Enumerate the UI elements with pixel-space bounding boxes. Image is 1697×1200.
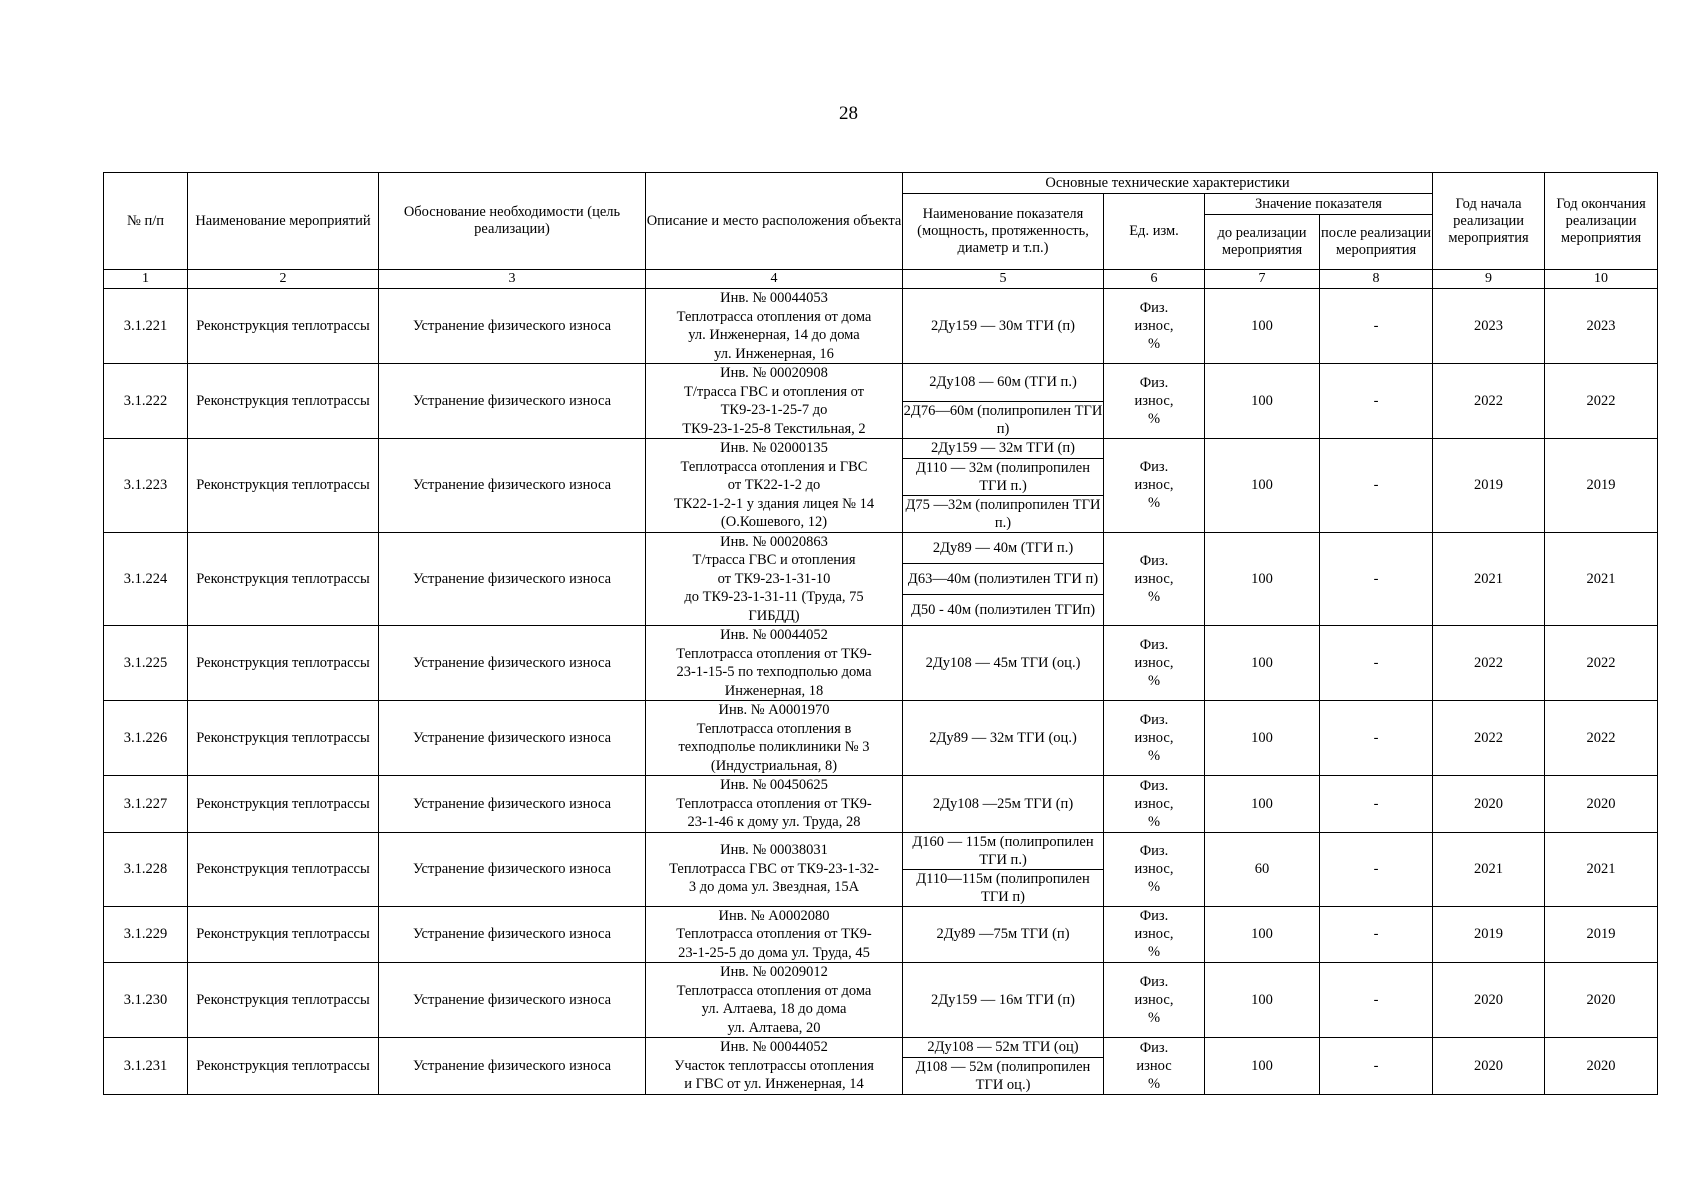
value-before: 100 (1205, 364, 1320, 439)
header-num: № п/п (104, 173, 188, 270)
measure-reason: Устранение физического износа (379, 626, 646, 701)
description-line: Инв. № 02000135 (720, 440, 828, 456)
parameter-item: Д108 — 52м (полипропилен ТГИ оц.) (903, 1057, 1103, 1094)
unit-cell (1104, 963, 1205, 1038)
header-description: Описание и место расположения объекта (646, 173, 903, 270)
column-number: 6 (1104, 270, 1205, 289)
start-year: 2021 (1433, 832, 1545, 906)
unit-line: Физ. (1139, 777, 1169, 794)
description-line: Инв. № 00020908 (720, 365, 828, 381)
row-number: 3.1.225 (104, 626, 188, 701)
description-line: Инв. № 00450625 (720, 777, 828, 793)
start-year: 2019 (1433, 906, 1545, 963)
measure-name: Реконструкция теплотрассы (188, 364, 379, 439)
description-line: ул. Алтаева, 20 (727, 1019, 821, 1036)
value-before: 100 (1205, 626, 1320, 701)
measure-name: Реконструкция теплотрассы (188, 906, 379, 963)
unit-line: износ, (1134, 655, 1174, 671)
description-line: Инв. № 00044052 (720, 627, 828, 643)
description-line: ТК9-23-1-25-7 до (720, 402, 828, 418)
parameter-item: Д110—115м (полипропилен ТГИ п) (903, 869, 1103, 906)
description-line: Т/трасса ГВС и отопления от (683, 383, 865, 400)
table-row (104, 1038, 1658, 1095)
parameter-list (903, 317, 1103, 335)
parameter-cell (903, 532, 1104, 626)
unit-line: износ, (1134, 477, 1174, 494)
row-number: 3.1.228 (104, 832, 188, 906)
value-after: - (1320, 906, 1433, 963)
parameter-item: 2Ду108 — 52м ТГИ (оц) (927, 1039, 1079, 1056)
parameter-list (903, 729, 1103, 747)
object-description (646, 626, 903, 701)
unit-line: % (1147, 336, 1161, 352)
value-after: - (1320, 776, 1433, 833)
unit-line: износ, (1134, 795, 1174, 812)
start-year: 2019 (1433, 439, 1545, 533)
unit-line: износ, (1134, 570, 1174, 587)
description-line: ТК9-23-1-25-8 Текстильная, 2 (682, 420, 866, 437)
header-reason: Обоснование необходимости (цель реализации) (379, 173, 646, 270)
description-line: Инв. № А0001970 (718, 702, 830, 718)
row-number: 3.1.229 (104, 906, 188, 963)
unit-cell (1104, 776, 1205, 833)
parameter-list (903, 795, 1103, 813)
description-line: 23-1-46 к дому ул. Труда, 28 (687, 814, 861, 830)
measure-name: Реконструкция теплотрассы (188, 532, 379, 626)
end-year: 2019 (1545, 906, 1658, 963)
start-year: 2020 (1433, 1038, 1545, 1095)
measure-name: Реконструкция теплотрассы (188, 832, 379, 906)
value-before: 100 (1205, 963, 1320, 1038)
unit-line: Физ. (1139, 375, 1169, 391)
parameter-item: Д50 - 40м (полиэтилен ТГИп) (903, 594, 1103, 625)
end-year: 2021 (1545, 832, 1658, 906)
row-number: 3.1.222 (104, 364, 188, 439)
parameter-list (903, 991, 1103, 1009)
parameter-list (903, 439, 1103, 532)
value-before: 100 (1205, 289, 1320, 364)
description-line: Теплотрасса отопления от ТК9- (676, 926, 872, 942)
unit-line: износ, (1134, 992, 1174, 1008)
table-row (104, 289, 1658, 364)
description-line: до ТК9-23-1-31-11 (Труда, 75 (684, 589, 864, 605)
value-after: - (1320, 439, 1433, 533)
object-description (646, 963, 903, 1038)
unit-line: % (1147, 1075, 1161, 1092)
object-description (646, 832, 903, 906)
parameter-list (903, 533, 1103, 626)
measure-name: Реконструкция теплотрассы (188, 1038, 379, 1095)
unit-line: износ (1136, 1057, 1172, 1074)
measure-reason: Устранение физического износа (379, 1038, 646, 1095)
parameter-cell (903, 364, 1104, 439)
description-line: ул. Инженерная, 16 (714, 345, 834, 362)
unit-line: износ, (1134, 861, 1174, 877)
value-before: 60 (1205, 832, 1320, 906)
end-year: 2020 (1545, 776, 1658, 833)
column-number: 1 (104, 270, 188, 289)
parameter-item: 2Ду159 — 30м ТГИ (п) (931, 318, 1075, 334)
measure-reason: Устранение физического износа (379, 364, 646, 439)
end-year: 2022 (1545, 364, 1658, 439)
description-line: Инженерная, 18 (724, 682, 824, 699)
end-year: 2022 (1545, 626, 1658, 701)
table-row (104, 701, 1658, 776)
column-number: 5 (903, 270, 1104, 289)
unit-line: % (1147, 748, 1161, 764)
start-year: 2022 (1433, 364, 1545, 439)
parameter-item: 2Ду108 —25м ТГИ (п) (932, 795, 1074, 812)
start-year: 2022 (1433, 626, 1545, 701)
parameter-item: 2Ду89 —75м ТГИ (п) (936, 926, 1070, 943)
unit-cell (1104, 289, 1205, 364)
parameter-item: 2Ду89 — 40м (ТГИ п.) (932, 539, 1074, 556)
column-numbers-row (104, 270, 1658, 289)
table-row (104, 364, 1658, 439)
parameter-cell (903, 776, 1104, 833)
measure-reason: Устранение физического износа (379, 832, 646, 906)
description-line: Теплотрасса отопления и ГВС (680, 458, 868, 475)
parameter-item: 2Ду159 — 16м ТГИ (п) (931, 992, 1075, 1008)
measure-name: Реконструкция теплотрассы (188, 776, 379, 833)
header-after: после реализации мероприятия (1320, 215, 1433, 270)
unit-line: % (1147, 588, 1161, 605)
parameter-cell (903, 906, 1104, 963)
parameter-item: 2Ду108 — 60м (ТГИ п.) (929, 374, 1077, 391)
description-line: ТК22-1-2-1 у здания лицея № 14 (673, 495, 875, 512)
header-start-year: Год начала реализации мероприятия (1433, 173, 1545, 270)
start-year: 2022 (1433, 701, 1545, 776)
column-number: 2 (188, 270, 379, 289)
column-number: 7 (1205, 270, 1320, 289)
value-before: 100 (1205, 776, 1320, 833)
row-number: 3.1.230 (104, 963, 188, 1038)
unit-cell (1104, 364, 1205, 439)
value-after: - (1320, 532, 1433, 626)
parameter-cell (903, 963, 1104, 1038)
parameter-cell (903, 701, 1104, 776)
measure-reason: Устранение физического износа (379, 532, 646, 626)
parameter-item: Д110 — 32м (полипропилен ТГИ п.) (903, 458, 1103, 495)
value-after: - (1320, 364, 1433, 439)
header-unit: Ед. изм. (1104, 194, 1205, 270)
description-line: 23-1-15-5 по техподполью дома (676, 664, 872, 680)
row-number: 3.1.227 (104, 776, 188, 833)
description-line: ГИБДД) (748, 607, 800, 624)
unit-line: % (1147, 944, 1161, 961)
object-description (646, 906, 903, 963)
unit-line: % (1147, 411, 1161, 427)
measure-reason: Устранение физического износа (379, 906, 646, 963)
row-number: 3.1.223 (104, 439, 188, 533)
description-line: Теплотрасса отопления от ТК9- (676, 795, 872, 812)
description-line: Теплотрасса отопления от ТК9- (676, 645, 872, 662)
page-number: 28 (839, 103, 858, 124)
parameter-cell (903, 832, 1104, 906)
table-row (104, 532, 1658, 626)
unit-cell (1104, 439, 1205, 533)
description-line: Инв. № 00209012 (720, 964, 828, 980)
end-year: 2023 (1545, 289, 1658, 364)
header-before: до реализации мероприятия (1205, 215, 1320, 270)
description-line: Участок теплотрассы отопления (674, 1057, 874, 1074)
end-year: 2019 (1545, 439, 1658, 533)
row-number: 3.1.224 (104, 532, 188, 626)
unit-cell (1104, 1038, 1205, 1095)
row-number: 3.1.221 (104, 289, 188, 364)
unit-cell (1104, 906, 1205, 963)
value-before: 100 (1205, 532, 1320, 626)
measure-name: Реконструкция теплотрассы (188, 701, 379, 776)
object-description (646, 532, 903, 626)
unit-line: Физ. (1139, 1039, 1169, 1056)
measure-reason: Устранение физического износа (379, 439, 646, 533)
row-number: 3.1.231 (104, 1038, 188, 1095)
measure-reason: Устранение физического износа (379, 701, 646, 776)
description-line: Инв. № 00020863 (720, 533, 828, 550)
column-number: 9 (1433, 270, 1545, 289)
unit-cell (1104, 532, 1205, 626)
parameter-item: Д63—40м (полиэтилен ТГИ п) (903, 563, 1103, 594)
description-line: Теплотрасса отопления в (696, 720, 852, 737)
start-year: 2020 (1433, 963, 1545, 1038)
description-line: ул. Алтаева, 18 до дома (701, 1001, 847, 1017)
measure-name: Реконструкция теплотрассы (188, 626, 379, 701)
description-line: Т/трасса ГВС и отопления (692, 552, 856, 568)
object-description (646, 439, 903, 533)
value-after: - (1320, 1038, 1433, 1095)
parameter-list (903, 925, 1103, 943)
unit-line: износ, (1134, 318, 1174, 334)
end-year: 2020 (1545, 1038, 1658, 1095)
object-description (646, 776, 903, 833)
description-line: (Индустриальная, 8) (710, 757, 838, 774)
parameter-list (903, 833, 1103, 906)
parameter-item: 2Ду108 — 45м ТГИ (оц.) (925, 655, 1081, 671)
parameter-cell (903, 1038, 1104, 1095)
description-line: и ГВС от ул. Инженерная, 14 (684, 1076, 864, 1092)
parameter-list (903, 654, 1103, 672)
unit-line: износ, (1134, 730, 1174, 746)
column-number: 4 (646, 270, 903, 289)
table-row (104, 906, 1658, 963)
unit-line: износ, (1134, 393, 1174, 409)
measures-table (103, 172, 1658, 1095)
description-line: техподполье поликлиники № 3 (678, 739, 870, 755)
unit-line: % (1147, 673, 1161, 689)
description-line: 23-1-25-5 до дома ул. Труда, 45 (678, 944, 870, 961)
unit-line: Физ. (1139, 974, 1169, 990)
table-row (104, 439, 1658, 533)
object-description (646, 364, 903, 439)
unit-line: Физ. (1139, 300, 1169, 316)
value-after: - (1320, 626, 1433, 701)
end-year: 2020 (1545, 963, 1658, 1038)
parameter-cell (903, 626, 1104, 701)
value-after: - (1320, 701, 1433, 776)
parameter-item: 2Д76—60м (полипропилен ТГИ п) (903, 401, 1103, 439)
parameter-cell (903, 439, 1104, 533)
parameter-list (903, 1038, 1103, 1094)
unit-line: Физ. (1139, 843, 1169, 859)
measure-name: Реконструкция теплотрассы (188, 439, 379, 533)
measure-reason: Устранение физического износа (379, 289, 646, 364)
unit-line: Физ. (1139, 459, 1169, 476)
value-before: 100 (1205, 906, 1320, 963)
table-row (104, 832, 1658, 906)
parameter-cell (903, 289, 1104, 364)
description-line: Инв. № 00044053 (720, 290, 828, 306)
start-year: 2021 (1433, 532, 1545, 626)
header-end-year: Год окончания реализации мероприятия (1545, 173, 1658, 270)
parameter-list (903, 364, 1103, 438)
measure-name: Реконструкция теплотрассы (188, 963, 379, 1038)
description-line: от ТК9-23-1-31-10 (717, 570, 831, 587)
value-after: - (1320, 963, 1433, 1038)
start-year: 2023 (1433, 289, 1545, 364)
measure-reason: Устранение физического износа (379, 776, 646, 833)
description-line: Теплотрасса ГВС от ТК9-23-1-32- (669, 860, 879, 877)
unit-line: % (1147, 1010, 1161, 1026)
value-after: - (1320, 289, 1433, 364)
unit-cell (1104, 832, 1205, 906)
unit-line: Физ. (1139, 908, 1169, 925)
unit-line: Физ. (1139, 712, 1169, 728)
unit-line: % (1147, 495, 1161, 512)
description-line: Инв. № А0002080 (718, 907, 830, 924)
unit-line: Физ. (1139, 637, 1169, 653)
unit-cell (1104, 626, 1205, 701)
unit-line: Физ. (1139, 552, 1169, 569)
description-line: (О.Кошевого, 12) (720, 514, 828, 530)
description-line: Теплотрасса отопления от дома (676, 982, 872, 999)
parameter-item: 2Ду159 — 32м ТГИ (п) (931, 440, 1075, 457)
parameter-item: Д160 — 115м (полипропилен ТГИ п.) (912, 833, 1094, 868)
end-year: 2021 (1545, 532, 1658, 626)
parameter-item: 2Ду89 — 32м ТГИ (оц.) (929, 730, 1077, 746)
object-description (646, 701, 903, 776)
measure-reason: Устранение физического износа (379, 963, 646, 1038)
unit-line: % (1147, 879, 1161, 895)
measure-name: Реконструкция теплотрассы (188, 289, 379, 364)
description-line: 3 до дома ул. Звездная, 15А (688, 879, 860, 896)
description-line: Теплотрасса отопления от дома (676, 308, 872, 325)
parameter-item: Д75 —32м (полипропилен ТГИ п.) (903, 495, 1103, 532)
description-line: Инв. № 00038031 (720, 842, 828, 859)
column-number: 8 (1320, 270, 1433, 289)
value-after: - (1320, 832, 1433, 906)
table-row (104, 963, 1658, 1038)
unit-line: % (1147, 813, 1161, 830)
header-tech: Основные технические характеристики (903, 173, 1433, 194)
header-name: Наименование мероприятий (188, 173, 379, 270)
value-before: 100 (1205, 439, 1320, 533)
description-line: Инв. № 00044052 (720, 1039, 828, 1055)
object-description (646, 289, 903, 364)
object-description (646, 1038, 903, 1095)
table-row (104, 776, 1658, 833)
end-year: 2022 (1545, 701, 1658, 776)
start-year: 2020 (1433, 776, 1545, 833)
row-number: 3.1.226 (104, 701, 188, 776)
unit-line: износ, (1134, 926, 1174, 943)
column-number: 10 (1545, 270, 1658, 289)
table-body (104, 289, 1658, 1095)
description-line: ул. Инженерная, 14 до дома (688, 327, 860, 343)
description-line: от ТК22-1-2 до (727, 477, 821, 493)
column-number: 3 (379, 270, 646, 289)
header-param-name: Наименование показателя (мощность, протяженность, диаметр и т.п.) (903, 194, 1104, 270)
unit-cell (1104, 701, 1205, 776)
table-row (104, 626, 1658, 701)
value-before: 100 (1205, 701, 1320, 776)
value-before: 100 (1205, 1038, 1320, 1095)
header-value: Значение показателя (1205, 194, 1433, 215)
